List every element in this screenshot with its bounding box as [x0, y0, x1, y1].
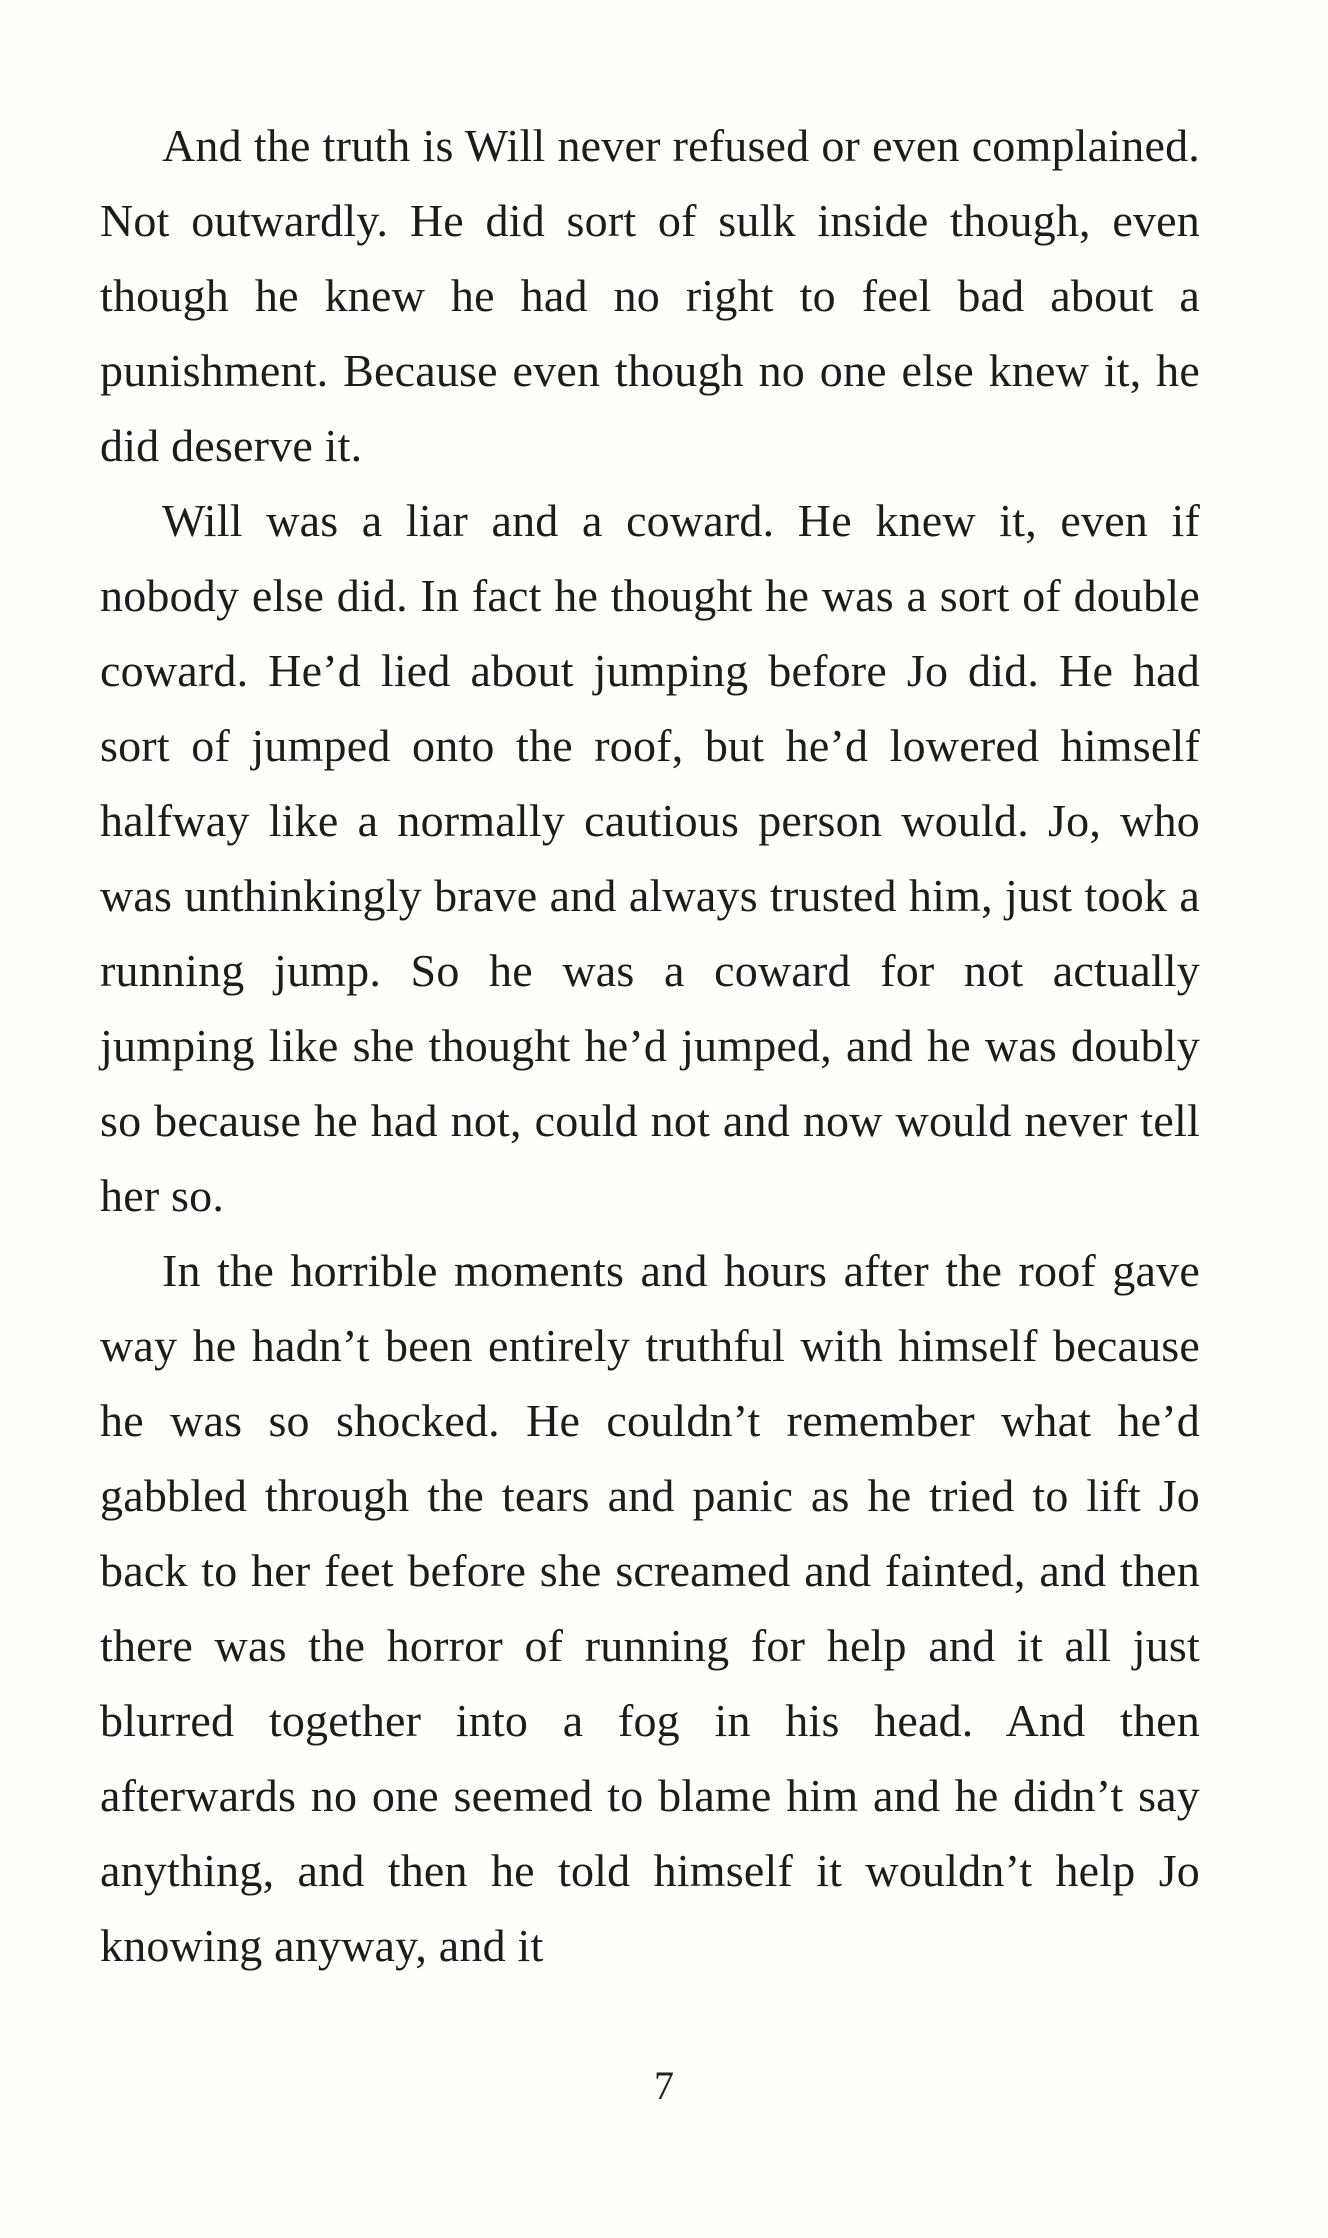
body-text: [100, 108, 1200, 1983]
paragraph-1: And the truth is Will never refused or even complained. Not outwardly. He did sort of sulk inside though, even though he knew he had no right to feel bad about a punishment. Because even though no one else knew it, he did deserve it.: [100, 120, 1200, 471]
paragraph-3: In the horrible moments and hours after the roof gave way he hadn’t been entirely truthful with himself because he was so shocked. He couldn’t remember what he’d gabbled through the tears and panic as he tried to lift Jo back to her feet before she screamed and fainted, and then there was the horror of running for help and it all just blurred together into a fog in his head. And then afterwards no one seemed to blame him and he didn’t say anything, and then he told himself it wouldn’t help Jo knowing anyway, and it: [100, 1245, 1200, 1971]
page-number: 7: [654, 2063, 674, 2108]
paragraph-2: Will was a liar and a coward. He knew it, even if nobody else did. In fact he thought he was a sort of double coward. He’d lied about jumping before Jo did. He had sort of jumped onto the roof, but he’d lowered himself halfway like a normally cautious person would. Jo, who was unthinkingly brave and always trusted him, just took a running jump. So he was a coward for not actually jumping like she thought he’d jumped, and he was doubly so because he had not, could not and now would never tell her so.: [100, 495, 1200, 1221]
